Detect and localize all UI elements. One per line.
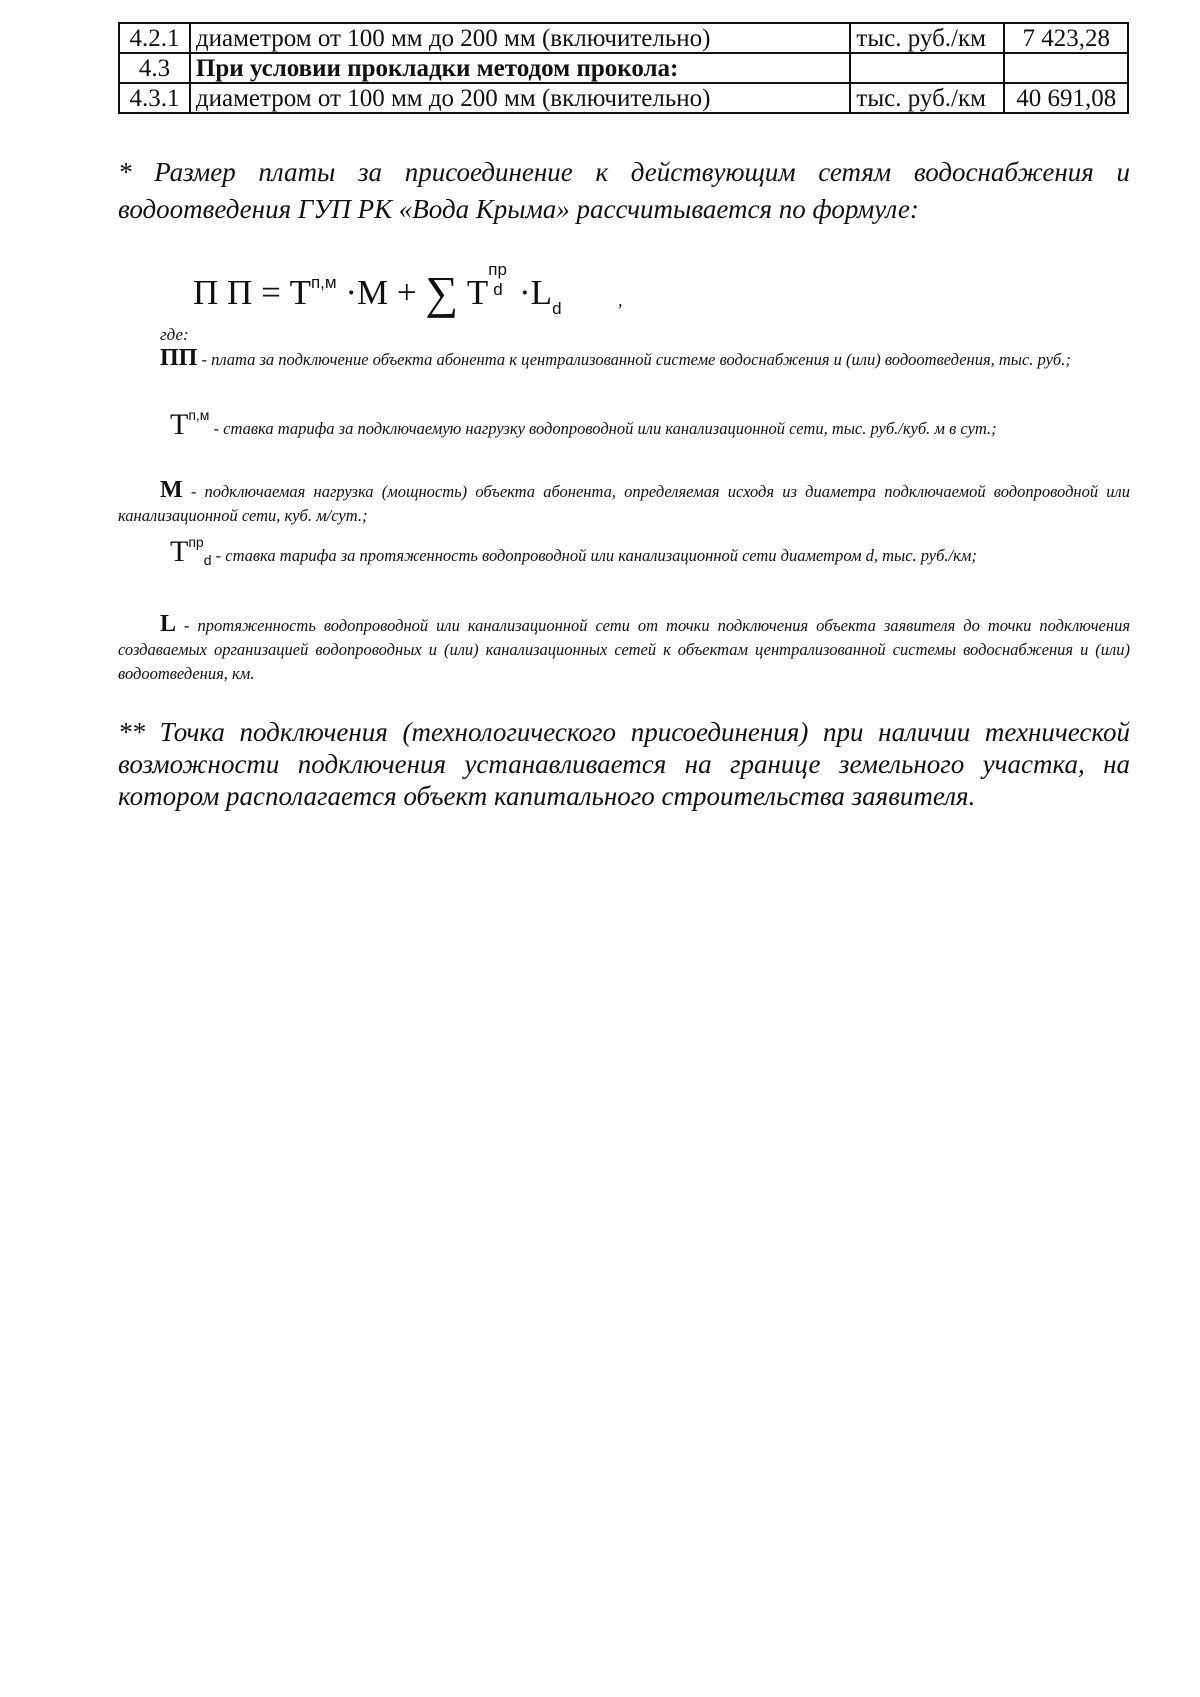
definition-text: - ставка тарифа за протяженность водопроводной или канализационной сети диаметром d, тыс. руб./км; [211,546,977,565]
formula-equals: = [252,273,290,312]
definition-superscript: п,м [188,407,210,423]
row-unit: тыс. руб./км [850,83,1004,113]
definition-symbol: М [160,477,183,503]
tariff-table [118,22,1129,114]
definition-symbol: L [160,611,177,637]
row-number: 4.3.1 [119,83,190,113]
definition-superscript: пр [188,534,204,550]
row-value: 7 423,28 [1004,23,1128,53]
footnote-connection-point: ** Точка подключения (технологического присоединения) при наличии технической возможности подключения устанавливается на границе земельного участка, на котором располагается объект капитального строительства заявителя. [118,717,1130,811]
fee-formula [193,260,623,318]
row-description: При условии прокладки методом прокола: [190,53,851,83]
formula-tariff-symbol: Т [289,273,311,312]
where-label: где: [160,325,189,344]
definition-tariff-length [118,534,1130,568]
formula-sum-sign: ∑ [425,267,459,318]
definition-subscript: d [203,552,212,568]
row-number: 4.3 [119,53,190,83]
formula-length-tariff-subscript: d [493,280,503,299]
definition-text: - ставка тарифа за подключаемую нагрузку водопроводной или канализационной сети, тыс. руб./куб. м в сут.; [209,419,997,438]
definition-symbol: Т [170,408,189,441]
formula-comma: , [618,290,623,310]
definition-pp [118,346,1130,372]
definition-text: - подключаемая нагрузка (мощность) объекта абонента, определяемая исходя из диаметра подключаемой водопроводной или канализационной сети, куб. м/сут.; [118,482,1130,525]
table-row-heading [119,53,1128,83]
formula-length-subscript: d [552,299,562,318]
formula-length-tariff-symbol: Т [458,273,489,312]
definition-symbol: Т [170,535,189,568]
table-row [119,23,1128,53]
formula-length-tariff-superscript: пр [488,260,507,279]
formula-length-term: ·L [510,273,553,312]
row-unit [850,53,1004,83]
row-unit: тыс. руб./км [850,23,1004,53]
definition-text: - плата за подключение объекта абонента к централизованной системе водоснабжения и (или) водоотведения, тыс. руб.; [197,350,1071,369]
definition-tariff-load [118,407,1130,441]
formula-lhs: П П [193,273,253,312]
definition-length [118,612,1130,686]
footnote-formula-intro: * Размер платы за присоединение к действующим сетям водоснабжения и водоотведения ГУП РК «Вода Крыма» рассчитывается по формуле: [118,157,1130,224]
row-description: диаметром от 100 мм до 200 мм (включительно) [190,23,851,53]
definition-symbol: ПП [160,345,198,371]
formula-load-term: ·М + [336,273,426,312]
formula-tariff-superscript: п,м [310,273,337,292]
definition-load [118,478,1130,528]
row-value [1004,53,1128,83]
row-value: 40 691,08 [1004,83,1128,113]
formula-length-tariff-indices [488,260,510,299]
table-row [119,83,1128,113]
row-number: 4.2.1 [119,23,190,53]
row-description: диаметром от 100 мм до 200 мм (включительно) [190,83,851,113]
definition-text: - протяженность водопроводной или канализационной сети от точки подключения объекта заявителя до точки подключения создаваемых организацией водопроводных и (или) канализационных сетей к объектам централизованной системы водоснабжения и (или) водоотведения, км. [118,616,1130,683]
